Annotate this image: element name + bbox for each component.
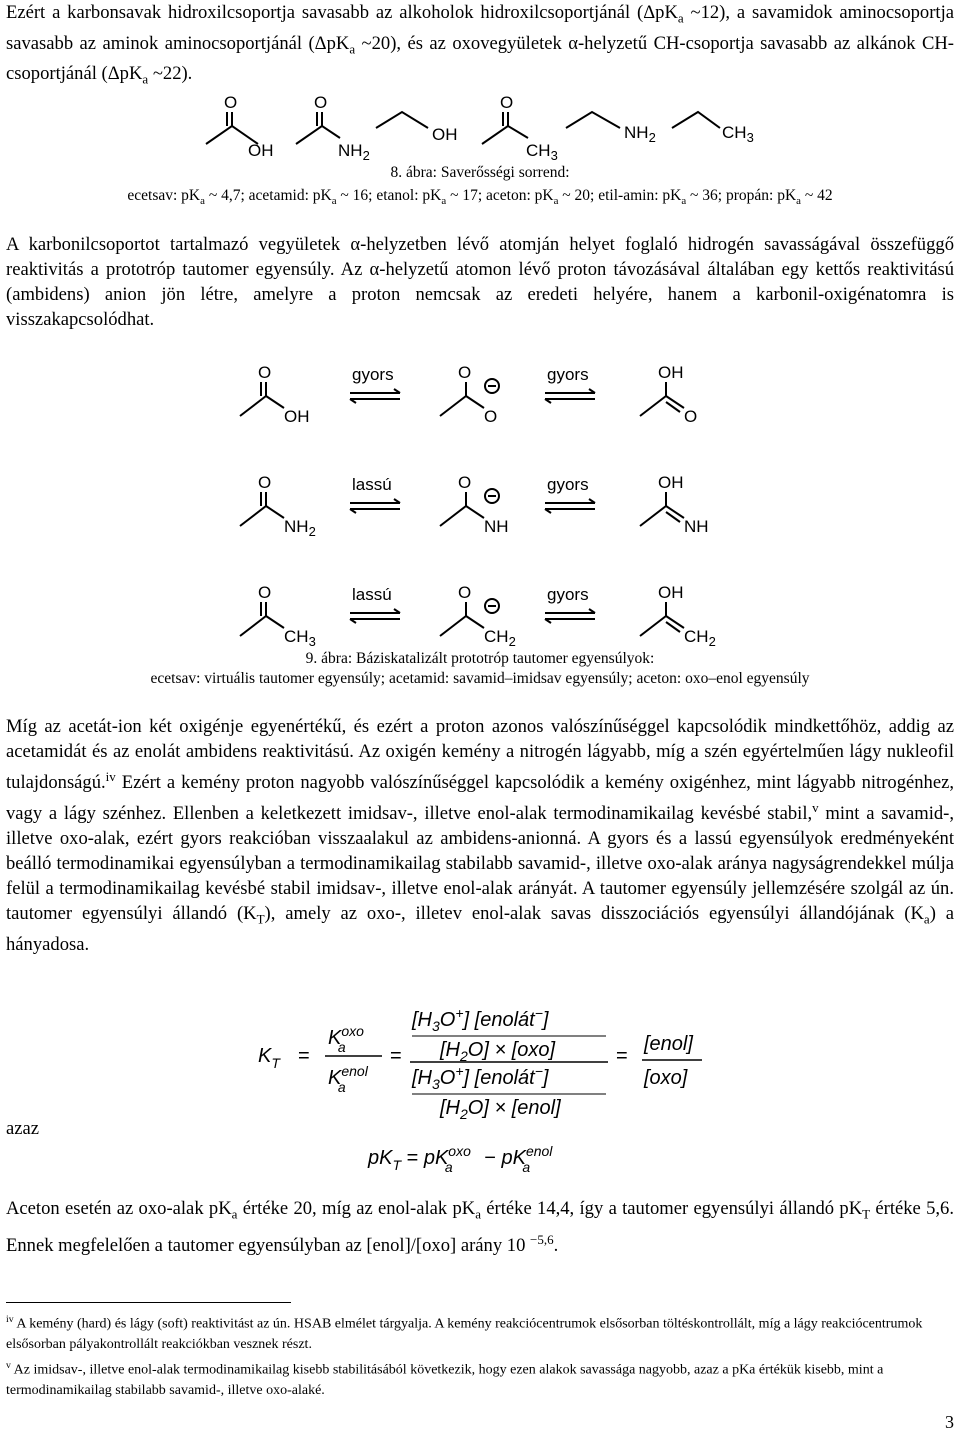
atom-label: O (314, 93, 328, 112)
bond (666, 616, 684, 628)
atom-label: O (258, 363, 272, 382)
figure-9-caption: 9. ábra: Báziskatalizált prototróp tautomer egyensúlyok: (305, 650, 655, 667)
paragraph-2: A karbonilcsoportot tartalmazó vegyületek α-helyzetben lévő atomján helyet foglaló hidrogén savasságával összefüggő reaktivitás a prototróp tautomer egyensúly. Az α-helyzetű atomon lévő proton távozásával általában egy kettős reaktivitású (ambidens) anion jön létre, amelyre a proton nemcsak az eredeti helyére, hanem a karbonil-oxigénatomra is visszakapcsolódhat. (6, 234, 954, 330)
bond (466, 396, 484, 408)
bond (640, 396, 666, 416)
svg-text:NH2: $NH_2$ (624, 123, 656, 145)
arrow-label: gyors (547, 475, 589, 494)
atom-label: O (458, 583, 472, 602)
bond (240, 506, 266, 526)
svg-text:NH2: $NH_2$ (338, 141, 370, 163)
bond (240, 616, 266, 636)
atom-label: O (258, 473, 272, 492)
atom-label: OH (432, 125, 458, 144)
figure-9-series: ecetsav: virtuális tautomer egyensúly; acetamid: savamid–imidsav egyensúly; aceton: oxo–enol egyensúly (150, 670, 810, 687)
bond (266, 506, 284, 518)
atom-label: OH (248, 141, 274, 160)
svg-text:[H2O] × [oxo]: $[H_2O] \times [oxo]$ (440, 1039, 556, 1064)
atom-label: NH (484, 517, 509, 536)
atom-label: O (484, 407, 498, 426)
atom-label: $NH_2$ (284, 517, 316, 539)
svg-text:[enol]: [enol] (644, 1033, 693, 1055)
svg-text:=: = (298, 1045, 310, 1067)
arrow-label: lassú (352, 585, 392, 604)
bond (440, 396, 466, 416)
svg-text:[oxo]: [oxo] (644, 1067, 688, 1089)
bond (440, 616, 466, 636)
atom-label: $CH_2$ (484, 627, 516, 649)
bond (466, 616, 484, 628)
svg-text:=: = (616, 1045, 628, 1067)
svg-text:[H3O+] [enolát−]: $[H_3O^+]$ [enolát−] (412, 1063, 549, 1092)
arrow-label: gyors (547, 585, 589, 604)
figure-8-series: ecetsav: $pK_a$ ~ 4,7; acetamid: $pK_a$ ~ 16; etanol: $pK_a$ ~ 17; aceton: $pK_a$ ~ 20; etil-amin: $pK_a$ ~ 36; propán: $pK_a$ ~ 42 (127, 187, 833, 208)
svg-text:Kenola: $K^{enol}$ a (328, 1063, 368, 1095)
tautomer-constant-equation (0, 1000, 960, 1180)
atom-label: O (224, 93, 238, 112)
atom-label: O (500, 93, 514, 112)
paragraph-4: Aceton esetén az oxo-alak $pK_a$ értéke 20, míg az enol-alak $pK_a$ értéke 14,4, így a tautomer egyensúlyi állandó $pK_T$ értéke 5,6. Ennek megfelelően a tautomer egyensúlyban az [enol]/[oxo] arány 10 $^{-5,6}$. (6, 1198, 954, 1256)
page-number: 3 (945, 1412, 954, 1432)
bond (666, 506, 684, 518)
atom-label: $CH_2$ (684, 627, 716, 649)
atom-label: OH (284, 407, 310, 426)
svg-text:Koxoa: $K^{oxo}$ a (328, 1023, 364, 1055)
svg-text:[H3O+] [enolát−]: $[H_3O^+]$ [enolát−] (412, 1005, 549, 1034)
atom-label: NH (684, 517, 709, 536)
tautomer-equilibria-figure (0, 350, 960, 650)
footnote-rule (6, 1302, 291, 1303)
bond (640, 506, 666, 526)
atom-label: O (684, 407, 698, 426)
svg-text:=: = (390, 1045, 402, 1067)
bond (440, 506, 466, 526)
atom-label: O (258, 583, 272, 602)
arrow-label: lassú (352, 475, 392, 494)
atom-label: $CH_3$ (284, 627, 316, 649)
svg-text:[H2O] × [enol]: $[H_2O]$ × [enol] (440, 1097, 561, 1122)
figure-8-caption: 8. ábra: Saverősségi sorrend: (390, 164, 570, 181)
svg-text:KT: $K_T$ (258, 1045, 280, 1071)
azaz-label: azaz (6, 1118, 40, 1139)
acidity-structures-figure (0, 90, 960, 170)
atom-label: OH (658, 473, 684, 492)
atom-label: OH (658, 363, 684, 382)
bond (640, 616, 666, 636)
atom-label: O (458, 363, 472, 382)
bond (266, 616, 284, 628)
bond (466, 506, 484, 518)
arrow-label: gyors (547, 365, 589, 384)
bond (266, 396, 284, 408)
bond (666, 396, 684, 408)
arrow-label: gyors (352, 365, 394, 384)
atom-label: O (458, 473, 472, 492)
svg-text:CH3: $CH_3$ (526, 141, 558, 163)
atom-label: OH (658, 583, 684, 602)
paragraph-3: Míg az acetát-ion két oxigénje egyenértékű, és ezért a proton azonos valószínűséggel kapcsolódik mindkettőhöz, addig az acetamidát és az enolát ambidens reaktivitású. Az oxigén kemény a nitrogén lágyabb, míg a szén egyértelműen lágy nukleofil tulajdonságú.$^{iv}$ Ezért a kemény proton nagyobb valószínűséggel kapcsolódik a kemény oxigénhez, mint lágyabb nitrogénhez, vagy a lágy szénhez. Ellenben a keletkezett imidsav-, illetve enol-alak termodinamikailag kevésbé stabil,$^v$ mint a savamid-, illetve oxo-alak, ezért gyors reakcióban visszaalakul az ambidens-anionná. A gyors és a lassú egyensúlyok eredményeként beálló termodinamikai egyensúlyban a termodinamikailag stabilabb savamid-, illetve oxo-alak aránya nagyságrendekkel múlja felül a termodinamikailag kevésbé stabil imidsav-, illetve enol-alak arányát. A tautomer egyensúly jellemzésére szolgál az ún. tautomer egyensúlyi állandó $(K_T)$, amely az oxo-, illetev enol-alak savas disszociációs egyensúlyi állandójának $(K_a)$ a hányadosa. (6, 716, 955, 956)
svg-text:pKT = pKoxoa − pKenola: $pK_T = pK^{oxo}$ $a - pK^{enol}$ a (368, 1143, 553, 1175)
paragraph-1: Ezért a karbonsavak hidroxilcsoportja savasabb az alkoholok hidroxilcsoportjánál (ΔpK$_a$ ~12), a savamidok aminocsoportja savasabb az aminok aminocsoportjánál (ΔpK$_a$ ~20), és az oxovegyületek α-helyzetű CH-csoportja savasabb az alkánok CH-csoportjánál (ΔpK$_a$ ~22). (6, 2, 955, 88)
footnote-iv: $^{iv}$ A kemény (hard) és lágy (soft) reaktivitást az ún. HSAB elmélet tárgyalja. A kemény reakciócentrumok elsősorban töltéskontrollált, míg a lágy reakciócentrumok elsősorban pályakontrollált reakciókban vesznek részt. (6, 1314, 923, 1352)
footnote-v: $^v$ Az imidsav-, illetve enol-alak termodinamikailag kisebb stabilitásából következik, hogy ezen alakok savassága nagyobb, azaz a pKa értékük kisebb, mint a termodinamikailag stabilabb savamid-, illetve oxo-alaké. (6, 1360, 884, 1398)
bond (240, 396, 266, 416)
svg-text:CH3: $CH_3$ (722, 123, 754, 145)
